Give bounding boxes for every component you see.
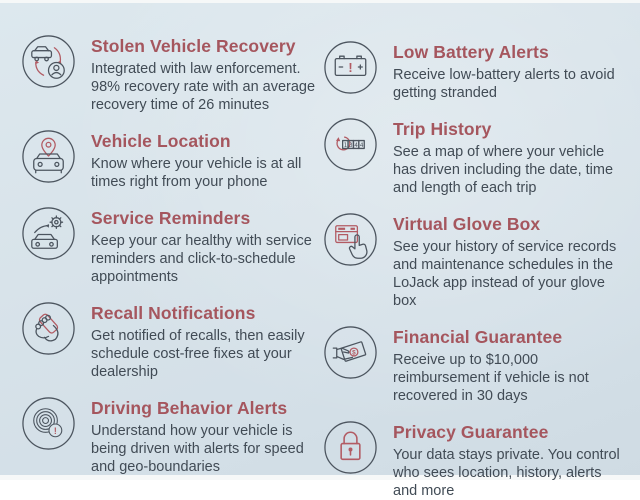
feature-title: Service Reminders [91,208,251,228]
vehicle-location-icon [20,128,77,185]
svg-text:4: 4 [359,142,364,149]
feature-description: Receive low-battery alerts to avoid getting stranded [393,67,615,101]
feature-description: See a map of where your vehicle has driven including the date, time and length of each trip [393,144,614,196]
recall-notifications-icon [20,300,77,357]
features-grid [20,33,620,500]
feature-title: Recall Notifications [91,303,256,323]
trip-history-icon [322,116,379,173]
feature-recall-notifications [20,300,322,381]
svg-text:3: 3 [349,142,353,149]
feature-low-battery-alerts [322,39,620,102]
feature-privacy-guarantee [322,419,620,500]
feature-description: Keep your car healthy with service reminders and click-to-schedule appointments [91,233,312,285]
svg-text:4: 4 [354,142,358,149]
feature-description: Know where your vehicle is at all times right from your phone [91,156,302,190]
stolen-vehicle-recovery-icon [20,33,77,90]
feature-virtual-glove-box [322,211,620,310]
feature-title: Stolen Vehicle Recovery [91,36,296,56]
feature-trip-history [322,116,620,197]
feature-title: Privacy Guarantee [393,422,549,442]
driving-behavior-alerts-icon [20,395,77,452]
svg-text:!: ! [348,59,353,75]
feature-description: Understand how your vehicle is being driven with alerts for speed and geo-boundaries [91,423,304,475]
feature-title: Low Battery Alerts [393,42,549,62]
svg-text:1: 1 [343,142,348,149]
features-column-right [322,33,620,500]
privacy-guarantee-icon [322,419,379,476]
feature-description: Integrated with law enforcement. 98% recovery rate with an average recovery time of 26 minutes [91,61,316,113]
service-reminders-icon [20,205,77,262]
feature-driving-behavior-alerts [20,395,322,476]
feature-title: Financial Guarantee [393,327,563,347]
feature-description: Get notified of recalls, then easily schedule cost-free fixes at your dealership [91,328,305,380]
features-column-left [20,33,322,500]
feature-financial-guarantee [322,324,620,405]
feature-title: Trip History [393,119,492,139]
feature-title: Driving Behavior Alerts [91,398,288,418]
feature-stolen-vehicle-recovery [20,33,322,114]
feature-vehicle-location [20,128,322,191]
virtual-glove-box-icon [322,211,379,268]
feature-description: Your data stays private. You control who sees location, history, alerts and more [393,447,620,499]
svg-text:!: ! [53,425,57,436]
feature-description: See your history of service records and maintenance schedules in the LoJack app instead of your glove box [393,239,617,309]
feature-title: Vehicle Location [91,131,231,151]
financial-guarantee-icon [322,324,379,381]
svg-text:$: $ [352,349,356,357]
feature-title: Virtual Glove Box [393,214,541,234]
feature-description: Receive up to $10,000 reimbursement if vehicle is not recovered in 30 days [393,352,589,404]
feature-service-reminders [20,205,322,286]
page-top-edge [0,0,640,3]
low-battery-alerts-icon [322,39,379,96]
